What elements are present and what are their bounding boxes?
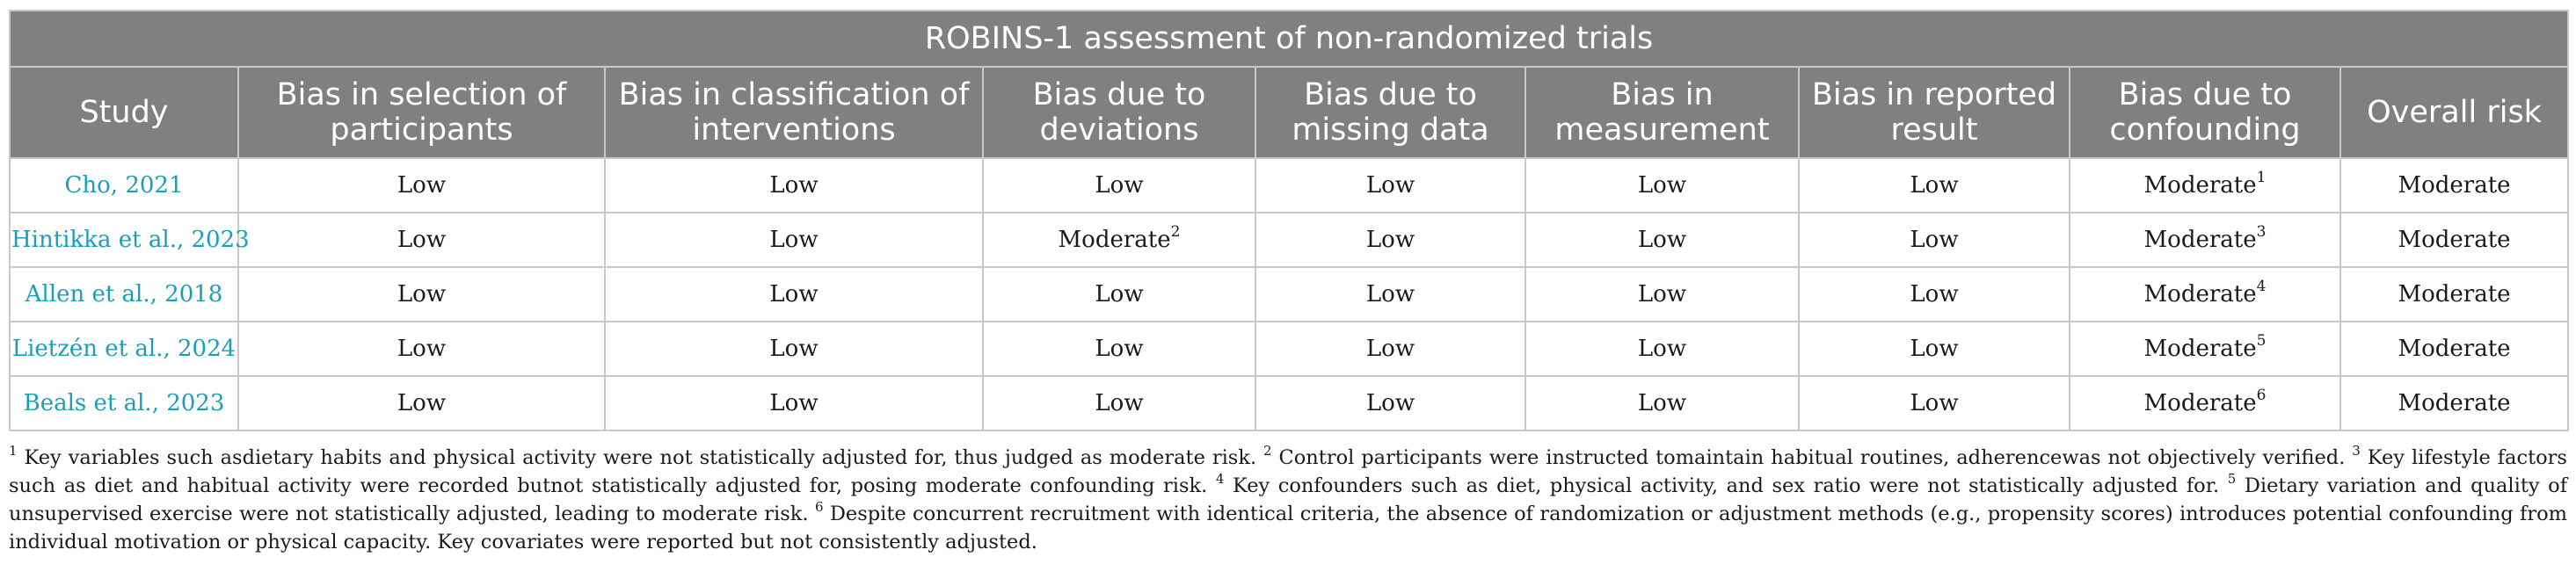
risk-cell	[1255, 322, 1525, 376]
footnote-text: Control participants were instructed tomaintain habitual routines, adherencewas not objectively verified.	[1278, 446, 2346, 469]
risk-value: Low	[1095, 390, 1144, 416]
table-row	[10, 158, 2568, 213]
study-link[interactable]: Allen et al., 2018	[10, 267, 238, 322]
column-header-line: result	[1890, 112, 1978, 148]
risk-value: Low	[1637, 281, 1687, 307]
risk-cell	[238, 376, 605, 430]
risk-cell	[2340, 213, 2568, 267]
table-row	[10, 376, 2568, 430]
column-header-line: participants	[330, 112, 513, 148]
risk-cell	[1255, 158, 1525, 213]
column-header-line: Overall risk	[2367, 95, 2542, 130]
risk-cell	[1799, 376, 2070, 430]
footnote-mark: 5	[2227, 470, 2237, 487]
column-header-line: Bias in	[1611, 77, 1714, 112]
footnote-text: Despite concurrent recruitment with identical criteria, the absence of randomization or adjustment methods (e.g., propensity scores) introduces potential confounding from individual motivation or physical capacity. Key covariates were reported but not consistently adjusted.	[9, 503, 2568, 553]
risk-value: Low	[1637, 336, 1687, 362]
risk-value: Low	[769, 390, 819, 416]
column-header-line: Bias in classification of	[618, 77, 970, 112]
risk-cell	[238, 158, 605, 213]
robins-table-container	[9, 10, 2567, 556]
footnote-ref: 1	[2256, 169, 2267, 187]
column-header-line: Bias in reported	[1811, 77, 2057, 112]
robins-assessment-table	[9, 10, 2569, 431]
column-header-line: Study	[79, 95, 169, 130]
risk-value: Low	[397, 336, 447, 362]
column-header-line: confounding	[2109, 112, 2301, 148]
risk-value: Low	[1365, 281, 1415, 307]
risk-value: Moderate	[2398, 336, 2511, 362]
risk-cell	[1799, 322, 2070, 376]
column-header-line: Bias due to	[1032, 77, 1206, 112]
risk-value: Moderate	[2143, 281, 2257, 307]
table-header-row	[10, 67, 2568, 158]
risk-cell	[1799, 267, 2070, 322]
study-link[interactable]: Hintikka et al., 2023	[10, 213, 238, 267]
footnote-ref: 2	[1170, 223, 1181, 242]
table-body	[10, 158, 2568, 430]
study-link[interactable]: Beals et al., 2023	[10, 376, 238, 430]
risk-cell	[1525, 376, 1799, 430]
risk-cell	[2340, 322, 2568, 376]
risk-value: Low	[1910, 227, 1959, 253]
risk-value: Low	[1637, 390, 1687, 416]
column-header	[2070, 67, 2340, 158]
footnote-ref: 6	[2256, 387, 2267, 405]
risk-value: Moderate	[1058, 227, 1171, 253]
risk-cell	[238, 267, 605, 322]
study-link[interactable]: Lietzén et al., 2024	[10, 322, 238, 376]
risk-cell	[1525, 213, 1799, 267]
table-row	[10, 322, 2568, 376]
risk-value: Low	[1365, 390, 1415, 416]
risk-cell	[605, 158, 983, 213]
risk-value: Low	[1637, 172, 1687, 199]
risk-cell	[605, 267, 983, 322]
risk-cell	[2340, 158, 2568, 213]
column-header	[10, 67, 238, 158]
table-row	[10, 267, 2568, 322]
column-header-line: measurement	[1554, 112, 1770, 148]
risk-cell	[238, 322, 605, 376]
risk-cell	[2340, 376, 2568, 430]
risk-value: Low	[769, 281, 819, 307]
risk-value: Moderate	[2143, 390, 2257, 416]
risk-value: Low	[1365, 227, 1415, 253]
risk-cell	[2070, 213, 2340, 267]
footnote-mark: 3	[2352, 442, 2361, 459]
footnote-mark: 2	[1263, 442, 1272, 459]
risk-value: Moderate	[2398, 227, 2511, 253]
risk-cell	[238, 213, 605, 267]
risk-cell	[605, 213, 983, 267]
risk-cell	[983, 213, 1255, 267]
risk-cell	[1255, 213, 1525, 267]
risk-value: Low	[1365, 336, 1415, 362]
risk-value: Moderate	[2398, 172, 2511, 199]
column-header	[238, 67, 605, 158]
risk-cell	[1525, 267, 1799, 322]
risk-value: Moderate	[2143, 336, 2257, 362]
risk-value: Moderate	[2143, 227, 2257, 253]
column-header	[2340, 67, 2568, 158]
risk-value: Low	[1095, 281, 1144, 307]
risk-value: Moderate	[2398, 281, 2511, 307]
risk-value: Low	[769, 336, 819, 362]
footnote-ref: 5	[2256, 332, 2267, 351]
risk-value: Moderate	[2143, 172, 2257, 199]
footnote-text: Key lifestyle factors such as diet and habitual activity were recorded butnot statistically adjusted for, posing moderate confounding risk.	[9, 446, 2567, 497]
footnote-text: Key variables such asdietary habits and physical activity were not statistically adjusted for, thus judged as moderate risk.	[24, 446, 1257, 469]
risk-cell	[983, 376, 1255, 430]
risk-value: Low	[397, 172, 447, 199]
column-header-line: deviations	[1039, 112, 1199, 148]
risk-cell	[1255, 267, 1525, 322]
risk-cell	[2340, 267, 2568, 322]
risk-value: Moderate	[2398, 390, 2511, 416]
column-header-line: interventions	[692, 112, 896, 148]
risk-cell	[1255, 376, 1525, 430]
column-header	[1525, 67, 1799, 158]
risk-cell	[1525, 158, 1799, 213]
column-header-line: Bias in selection of	[276, 77, 567, 112]
risk-cell	[2070, 267, 2340, 322]
risk-value: Low	[1910, 336, 1959, 362]
risk-cell	[605, 376, 983, 430]
footnote-ref: 4	[2256, 278, 2267, 296]
risk-value: Low	[1095, 336, 1144, 362]
risk-cell	[605, 322, 983, 376]
footnote-mark: 1	[9, 442, 18, 459]
risk-value: Low	[397, 227, 447, 253]
risk-cell	[983, 158, 1255, 213]
risk-value: Low	[1365, 172, 1415, 199]
footnote-text: Key confounders such as diet, physical activity, and sex ratio were not statistically adjusted for.	[1232, 474, 2220, 497]
risk-cell	[1799, 158, 2070, 213]
footnote-mark: 6	[814, 498, 824, 515]
column-header	[1799, 67, 2070, 158]
column-header	[605, 67, 983, 158]
footnote-mark: 4	[1215, 470, 1225, 487]
column-header-line: Bias due to	[1304, 77, 1477, 112]
risk-cell	[983, 322, 1255, 376]
risk-value: Low	[397, 390, 447, 416]
risk-value: Low	[1910, 281, 1959, 307]
column-header	[983, 67, 1255, 158]
footnote-ref: 3	[2256, 223, 2267, 242]
risk-value: Low	[769, 227, 819, 253]
footnote-text: Dietary variation and quality of unsupervised exercise were not statistically adjusted, leading to moderate risk.	[9, 474, 2568, 525]
table-title: ROBINS-1 assessment of non-randomized trials	[10, 11, 2568, 67]
risk-cell	[2070, 376, 2340, 430]
risk-value: Low	[1910, 172, 1959, 199]
risk-value: Low	[1095, 172, 1144, 199]
table-row	[10, 213, 2568, 267]
risk-cell	[2070, 322, 2340, 376]
risk-value: Low	[1637, 227, 1687, 253]
risk-cell	[1525, 322, 1799, 376]
risk-value: Low	[769, 172, 819, 199]
risk-cell	[2070, 158, 2340, 213]
risk-value: Low	[397, 281, 447, 307]
risk-value: Low	[1910, 390, 1959, 416]
risk-cell	[983, 267, 1255, 322]
column-header	[1255, 67, 1525, 158]
study-link[interactable]: Cho, 2021	[10, 158, 238, 213]
column-header-line: missing data	[1292, 112, 1489, 148]
risk-cell	[1799, 213, 2070, 267]
footnotes	[9, 444, 2567, 556]
column-header-line: Bias due to	[2118, 77, 2292, 112]
